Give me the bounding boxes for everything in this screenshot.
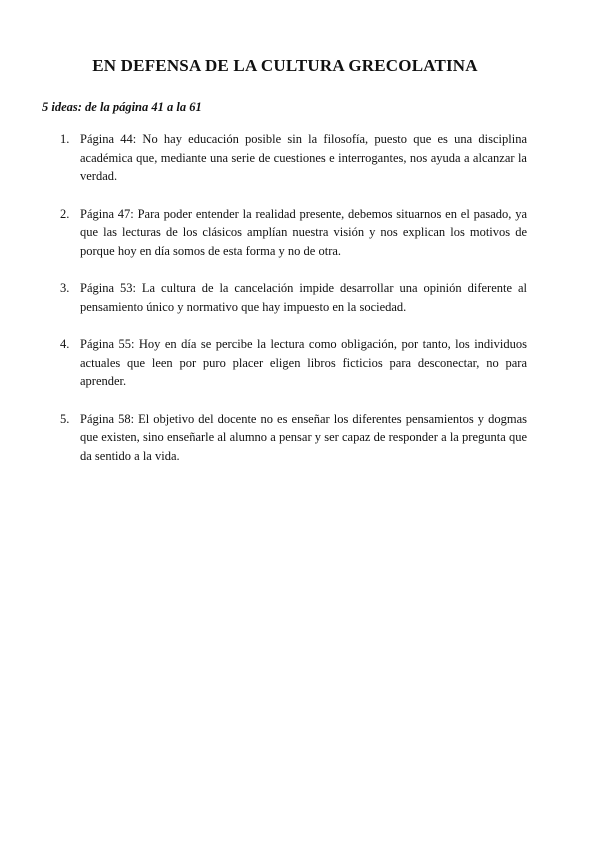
idea-text: Página 55: Hoy en día se percibe la lectura como obligación, por tanto, los individuos actuales que leen por puro placer eligen libros ficticios para desconectar, no para aprender.	[80, 337, 527, 388]
idea-text: Página 47: Para poder entender la realidad presente, debemos situarnos en el pasado, ya que las lecturas de los clásicos amplían nuestra visión y nos explican los motivos de porque hoy en día somos de esta forma y no de otra.	[80, 206, 527, 258]
idea-item-2	[60, 205, 527, 261]
idea-number: 3.	[60, 281, 70, 295]
idea-number: 4.	[60, 337, 70, 351]
ideas-list	[60, 130, 527, 484]
idea-item-1	[60, 130, 527, 186]
idea-item-5	[60, 410, 527, 466]
idea-number: 2.	[60, 206, 70, 221]
idea-number: 5.	[60, 411, 70, 426]
idea-text: Página 53: La cultura de la cancelación impide desarrollar una opinión diferente al pensamiento único y normativo que hay impuesto en la sociedad.	[80, 281, 527, 314]
document-subtitle: 5 ideas: de la página 41 a la 61	[42, 100, 202, 114]
idea-text: Página 58: El objetivo del docente no es enseñar los diferentes pensamientos y dogmas que existen, sino enseñarle al alumno a pensar y ser capaz de responder a la pregunta que da sentido a la vida.	[80, 411, 527, 463]
idea-item-4	[60, 335, 527, 391]
idea-number: 1.	[60, 132, 70, 146]
idea-text: Página 44: No hay educación posible sin la filosofía, puesto que es una disciplina académica que, mediante una serie de cuestiones e interrogantes, nos ayuda a alcanzar la verdad.	[80, 132, 527, 183]
idea-item-3	[60, 279, 527, 316]
document-title: EN DEFENSA DE LA CULTURA GRECOLATINA	[92, 56, 478, 75]
